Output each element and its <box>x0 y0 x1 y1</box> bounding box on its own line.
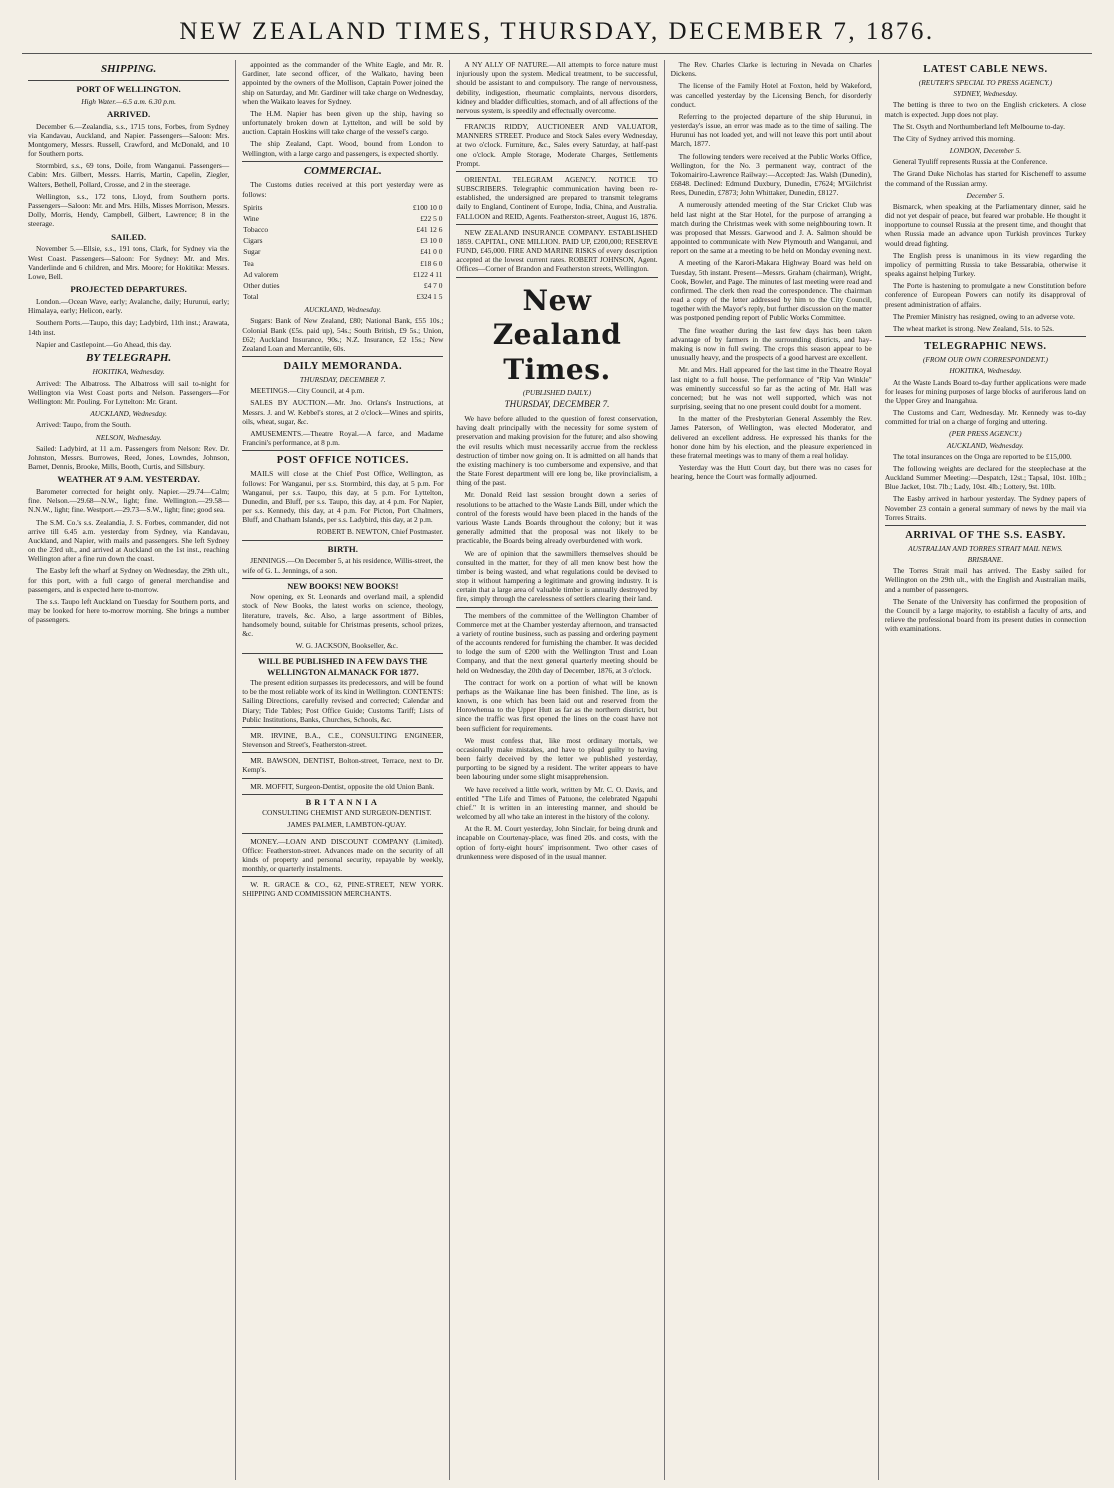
column-shipping <box>22 60 236 1480</box>
duty-amount: £22 5 0 <box>420 213 443 223</box>
duty-name: Cigars <box>243 236 263 246</box>
duty-amount: £41 12 6 <box>416 225 443 235</box>
paragraph: The Customs duties received at this port yesterday were as follows: <box>242 180 444 199</box>
duty-name: Tobacco <box>243 225 269 235</box>
paragraph: W. G. JACKSON, Bookseller, &c. <box>295 641 398 651</box>
advert-heading: WILL BE PUBLISHED IN A FEW DAYS THE WELLINGTON ALMANACK FOR 1877. <box>258 657 428 677</box>
paragraph: The betting is three to two on the English cricketers. A close match is expected. Jupp does not play. <box>884 100 1087 119</box>
paragraph: We have received a little work, written by Mr. C. O. Davis, and entitled "The Life and Times of Patuone, the celebrated Ngapuhi chief." It is written in an interesting manner, and should be welcomed by all who take an interest in the history of the colony. <box>456 784 658 822</box>
paragraph: London.—Ocean Wave, early; Avalanche, daily; Hurunui, early; Himalaya, early; Helicon, early. <box>28 297 230 316</box>
paragraph: Referring to the projected departure of the ship Hurunui, in yesterday's issue, an error was made as to the time of sailing. The Hurunui has not loaded yet, and will not leave this port until about March, 1877. <box>670 111 872 149</box>
paragraph: Wellington, s.s., 172 tons, Lloyd, from Southern ports. Passengers—Saloon: Mr. and Mrs. Hills, Misses Morrison, Messrs. Dolly, Morris, Hendy, Campbell, Gilbert, Lawrence; 8 in the steerage. <box>28 191 230 229</box>
paragraph: The wheat market is strong. New Zealand, 51s. to 52s. <box>892 323 1054 333</box>
duty-name: Wine <box>243 213 259 223</box>
subheading: SAILED. <box>111 231 147 242</box>
rule <box>242 356 443 357</box>
rule <box>456 224 657 225</box>
paragraph: appointed as the commander of the White Eagle, and Mr. R. Gardiner, late second officer, of the Walkato, having been appointed by the owners of the Mollison, Captain Power joined the ship on Saturday, and Mr. Gardiner will take charge on Wednesday, when the Waikato leaves for Sydney. <box>242 60 444 106</box>
dateline: AUCKLAND, Wednesday. <box>90 409 167 419</box>
published-note: (PUBLISHED DAILY.) <box>522 387 592 397</box>
paragraph: Sailed: Ladybird, at 11 a.m. Passengers from Nelson: Rev. Dr. Johnston, Messrs. Burrowes, Reed, Jones, Lowndes, Johnson, Barnet, Dennis, Brooke, Mills, Booth, Curtis, and Sillsbury. <box>28 443 230 472</box>
rule <box>456 607 657 608</box>
source-note: (PER PRESS AGENCY.) <box>949 429 1022 439</box>
paragraph: The Rev. Charles Clarke is lecturing in Nevada on Charles Dickens. <box>670 60 872 79</box>
paragraph: The City of Sydney arrived this morning. <box>892 133 1015 143</box>
subheading: ARRIVED. <box>106 108 151 119</box>
duty-name: Tea <box>243 258 254 268</box>
editorial-date: THURSDAY, DECEMBER 7. <box>504 398 610 409</box>
paragraph: The Porte is hastening to promulgate a new Constitution before conference of European Powers can notify its disapproval of present administration of affairs. <box>884 281 1087 309</box>
duty-name: Total <box>243 292 259 302</box>
paragraph: We have before alluded to the question of forest conservation, having dealt principally with the necessity for some system of preservation and making provision for the future; and also showing the evil results which must necessarily accrue from the reckless destruction of timber now going on. It is admitted on all hands that the existing machinery is too cumbersome and expensive, and that the State Forest department will ere long be, like provincialism, a thing of the past. <box>456 414 658 488</box>
paragraph: Arrived: Taupo, from the South. <box>36 420 131 430</box>
paragraph: The Torres Strait mail has arrived. The Easby sailed for Wellington on the 29th ult., with the English and Australian mails, and a number of passengers. <box>884 566 1087 594</box>
paragraph: Stormbird, s.s., 69 tons, Doile, from Wanganui. Passengers—Cabin: Mrs. Gilbert, Messrs. Harris, Martin, Capelin, Ziegler, Walters, Bethell, Pollard, Crosse, and 2 in the steerage. <box>28 161 230 189</box>
paragraph: MR. MOFFIT, Surgeon-Dentist, opposite the old Union Bank. <box>250 781 435 791</box>
masthead: NEW ZEALAND TIMES, THURSDAY, DECEMBER 7, 1876. <box>22 0 1092 54</box>
paragraph: Barometer corrected for height only. Napier.—29.74—Calm; fine. Nelson.—29.68—N.W., light; fine. Wellington.—29.58—N.N.W., light; fine. Westport.—29.73—S.W., light; fine; good sea. <box>28 487 230 515</box>
paragraph: The St. Osyth and Northumberland left Melbourne to-day. <box>892 121 1065 131</box>
paragraph: FRANCIS RIDDY, AUCTIONEER AND VALUATOR, MANNERS STREET. Produce and Stock Sales every Wednesday, at two o'clock. Furniture, &c., Sales every Saturday, at half-past one o'clock. Ample Storage, Moderate Charges, Settlements Prompt. <box>456 122 658 168</box>
paragraph: The H.M. Napier has been given up the ship, having so unfortunately broken down at Lyttelton, and will be sold by auction. Captain Hoskins will take charge of the vessel's cargo. <box>242 108 444 137</box>
column-commercial <box>236 60 450 1480</box>
paragraph: ORIENTAL TELEGRAM AGENCY. NOTICE TO SUBSCRIBERS. Telegraphic communication having been re-established, the undersigned are prepared to transmit telegrams daily to England, Continent of Europe, India, China, and Australia. FALLOON and REID, Agents. Featherston-street, August 16, 1876. <box>456 174 658 221</box>
dateline: BRISBANE. <box>967 555 1004 565</box>
duty-name: Spirits <box>243 202 263 212</box>
paragraph: The Easby arrived in harbour yesterday. The Sydney papers of November 23 contain a general summary of news by the mail via Torres Straits. <box>884 494 1087 522</box>
paragraph: Mr. and Mrs. Hall appeared for the last time in the Theatre Royal last night to a full house. The performance of "Rip Van Winkle" was eminently successful so far as the acting of Mr. Hall was concerned; but he was not well supported, which was not surprising, seeing that no one present could doubt for a moment. <box>670 365 872 412</box>
section-title: LATEST CABLE NEWS. <box>923 64 1048 75</box>
section-title: DAILY MEMORANDA. <box>283 361 403 373</box>
rule <box>456 171 657 172</box>
paragraph: The contract for work on a portion of what will be known perhaps as the Waikanae line has been finished. The line, as is known, is one which has been laid out and reserved from the Horowhenua to the Upper Hutt as far as the northern district, but since the traffic was first opened the lines on the coast have not been sufficient for requirements. <box>456 677 658 733</box>
duty-row <box>242 213 443 224</box>
paragraph: At the Waste Lands Board to-day further applications were made for leases for mining purposes of large blocks of auriferous land on the Upper Grey and Inangahua. <box>884 377 1087 405</box>
customs-duties-table <box>242 202 443 303</box>
rule <box>456 277 657 278</box>
dateline: AUCKLAND, Wednesday. <box>947 440 1024 450</box>
rule <box>242 161 443 162</box>
paragraph: JENNINGS.—On December 5, at his residence, Willis-street, the wife of G. L. Jennings, of a son. <box>242 556 444 575</box>
rule <box>456 118 657 119</box>
section-title: POST OFFICE NOTICES. <box>276 455 409 467</box>
paragraph: Bismarck, when speaking at the Parliamentary dinner, said he did not yet despair of peace, but feared war probable. He thought it inopportune to counsel Russia at the present time, and thought that when Russia made an advance upon Turkish provinces Turkey would dread fighting. <box>884 201 1087 248</box>
paragraph: The Grand Duke Nicholas has started for Kischeneff to assume the command of the Russian army. <box>884 169 1087 188</box>
duty-name: Sugar <box>243 247 261 257</box>
paragraph: The Customs and Carr, Wednesday. Mr. Kennedy was to-day committed for trial on a charge of forging and uttering. <box>884 408 1087 427</box>
duty-amount: £122 4 11 <box>413 269 443 279</box>
paragraph: Yesterday was the Hutt Court day, but there was no cases for hearing, hence the Court was formally adjourned. <box>670 463 872 482</box>
dateline: NELSON, Wednesday. <box>95 432 162 442</box>
duty-amount: £18 6 0 <box>420 258 443 268</box>
paragraph: We are of opinion that the sawmillers themselves should be consulted in the matter, for they of all men know best how the timber is being wasted, and what regulations could be devised to stop it without hampering a legitimate and growing industry. It is certain that a large area of valuable timber is annually destroyed by fire, simply through the carelessness of settlers clearing their land. <box>456 548 658 604</box>
duty-row <box>242 224 443 235</box>
paragraph: A numerously attended meeting of the Star Cricket Club was held last night at the Star Hotel, for the purpose of arranging a match during the Christmas week with some neighbouring town. It was proposed that Messrs. Garwood and J. A. Salmon should be appointed to communicate with New Plymouth and Wanganui, and report on the same at a meeting to be held on Monday evening next. <box>670 200 872 256</box>
newspaper-nameplate: New Zealand Times. <box>492 283 622 387</box>
paragraph: MR. IRVINE, B.A., C.E., CONSULTING ENGINEER, Stevenson and Street's, Featherston-street. <box>242 730 444 750</box>
paragraph: The following tenders were received at the Public Works Office, Wellington, for the No. 3 permanent way, contract of the Tokomairiro-Lawrence Railway:—Accepted: Jas. Walsh (Dunedin), £6848. Declined: Edmund Duxbury, Dunedin, £7624; M'Gilchrist Rees, Dunedin, £7873; John Whittaker, Dunedin, £8127. <box>670 151 872 198</box>
paragraph: We must confess that, like most ordinary mortals, we occasionally make mistakes, and have to plead guilty to having been fairly deceived by the letter we published yesterday, purporting to be signed by a resident. The writer appears to have been labouring under some slight misapprehension. <box>456 735 658 782</box>
paragraph: The total insurances on the Onga are reported to be £15,000. <box>892 451 1072 461</box>
paragraph: Napier and Castlepoint.—Go Ahead, this day. <box>36 339 172 349</box>
duty-amount: £3 10 0 <box>420 236 443 246</box>
duty-row <box>242 291 443 302</box>
rule <box>242 653 443 654</box>
paragraph: A NY ALLY OF NATURE.—All attempts to force nature must injuriously upon the system. Medical treatment, to be successful, should be assistant to and compulsory. The range of nervousness, debility, indigestion, rheumatic complaints, nervous disorders, kidney and bladder difficulties, stomach, and of all affections of the nervous system, is speedily and effectually overcome. <box>456 60 658 115</box>
paragraph: Arrived: The Albatross. The Albatross will sail to-night for Wellington via West Coast ports and Nelson. Passengers—For Wellington: Mr. Pouling. For Lyttelton: Mr. Grant. <box>28 378 230 406</box>
column-cable-news <box>879 60 1092 1480</box>
paragraph: The fine weather during the last few days has been taken advantage of by farmers in the surrounding districts, and hay-making is now in full swing. The crops this season appear to be unusually heavy, and the prospects of a good harvest are excellent. <box>670 325 872 363</box>
rule <box>28 80 229 81</box>
paragraph: The members of the committee of the Wellington Chamber of Commerce met at the Chamber yesterday afternoon, and transacted a variety of routine business, such as passing and ordering payment of the accounts rendered for furnishing the chamber. It was decided to lodge the sum of £200 with the Wellington Trust and Loan Company, and that the next general quarterly meeting should be held on Wednesday, the 20th day of December, 1876, at 3 o'clock. <box>456 610 658 675</box>
dateline: HOKITIKA, Wednesday. <box>92 367 165 377</box>
duty-row <box>242 258 443 269</box>
paragraph: NEW ZEALAND INSURANCE COMPANY. ESTABLISHED 1859. CAPITAL, ONE MILLION. PAID UP, £200,000; RESERVE FUND, £45,000. FIRE AND MARINE RISKS of every description accepted at the lowest current rates. ROBERT JOHNSON, Agent. Offices—Corner of Brandon and Featherston streets, Wellington. <box>456 227 658 274</box>
paragraph: The English press is unanimous in its view regarding the impolicy of permitting Russia to take Bessarabia, otherwise it speaks against helping Turkey. <box>884 250 1087 279</box>
rule <box>242 752 443 753</box>
section-subtitle: AUSTRALIAN AND TORRES STRAIT MAIL NEWS. <box>908 543 1063 553</box>
paragraph: CONSULTING CHEMIST AND SURGEON-DENTIST. <box>262 808 432 818</box>
column-local-news <box>665 60 879 1480</box>
subheading: PROJECTED DEPARTURES. <box>70 284 187 295</box>
source-note: (FROM OUR OWN CORRESPONDENT.) <box>922 355 1048 365</box>
subheading: BIRTH. <box>327 543 358 554</box>
paragraph: MAILS will close at the Chief Post Office, Wellington, as follows: For Wanganui, per s.s. Stormbird, this day, at 5 p.m. For Wanganui, per s.s. Taupo, this day, at 5 p.m. For Lyttelton, Dunedin, and Bluff, per s.s. Taupo, this day, at 4 p.m. For Napier, per s.s. Kennedy, this day, at 4 p.m. For Picton, Port Chalmers, Bluff, and Chatham Islands, per s.s. Ladybird, this day, at 2 p.m. <box>242 469 444 525</box>
columns <box>22 60 1092 1480</box>
duty-row <box>242 235 443 246</box>
rule <box>242 578 443 579</box>
rule <box>242 876 443 877</box>
paragraph: A meeting of the Karori-Makara Highway Board was held on Tuesday, 5th instant. Present—Messrs. Graham (chairman), Wright, Cook, Bowler, and Page. The minutes of last meeting were read and confirmed. The clerk then read the correspondence. The chairman read a copy of the letter addressed by him to the City Council, together with the Mayor's reply, but further discussion on the matter was postponed pending report of Public Works Committee. <box>670 258 872 323</box>
paragraph: General Tyuliff represents Russia at the Conference. <box>892 157 1048 167</box>
paragraph: The following weights are declared for the steeplechase at the Auckland Summer Meeting:—Despatch, 12st.; Tapsal, 10st. 10lb.; Blue Jacket, 10st. 7lb.; Lady, 10st. 4lb.; Lottery, 9st. 10lb. <box>884 463 1087 492</box>
rule <box>885 525 1086 526</box>
section-title: COMMERCIAL. <box>303 164 382 177</box>
rule <box>242 540 443 541</box>
section-title: TELEGRAPHIC NEWS. <box>924 341 1047 353</box>
duty-row <box>242 246 443 257</box>
dateline: LONDON, December 5. <box>949 146 1022 156</box>
duty-name: Ad valorem <box>243 269 279 279</box>
paragraph: December 6.—Zealandia, s.s., 1715 tons, Forbes, from Sydney via Kandavau, Auckland, and Napier. Passengers—Saloon: Mrs. Montgomery, Messrs. Russell, Crawford, and McDonald, and 10 for Southern ports. <box>28 121 230 159</box>
duty-row <box>242 280 443 291</box>
column-editorial <box>450 60 664 1480</box>
paragraph: SALES BY AUCTION.—Mr. Jno. Orlans's Instructions, at Messrs. J. and W. Kebbel's stores, at 2 o'clock—Wines and spirits, oils, wheat, sugar, &c. <box>242 398 444 426</box>
advert-heading: BRITANNIA <box>305 797 380 807</box>
advert-heading: NEW BOOKS! NEW BOOKS! <box>287 581 399 591</box>
dateline: HOKITIKA, Wednesday. <box>949 366 1022 376</box>
duty-name: Other duties <box>243 280 280 290</box>
paragraph: In the matter of the Presbyterian General Assembly the Rev. James Paterson, of Wellington, was elected Moderator, and delivered an excellent address. He expressed his thanks for the honor done him by his election, and the pleasure experienced in these fraternal meetings was to many of them a real holiday. <box>670 414 872 460</box>
paragraph: The s.s. Taupo left Auckland on Tuesday for Southern ports, and may be looked for here to-morrow morning. She brings a number of passengers. <box>28 597 230 625</box>
paragraph: The Premier Ministry has resigned, owing to an adverse vote. <box>892 311 1075 321</box>
section-title: SHIPPING. <box>100 63 157 75</box>
paragraph: Now opening, ex St. Leonards and overland mail, a splendid stock of New Books, the latest works on science, theology, literature, travels, &c. Also, a large assortment of Bibles, handsomely bound, suitable for Christmas presents, school prizes, &c. <box>242 592 444 638</box>
paragraph: Southern Ports.—Taupo, this day; Ladybird, 11th inst.; Arawata, 14th inst. <box>28 318 230 337</box>
paragraph: MEETINGS.—City Council, at 4 p.m. <box>250 386 365 396</box>
duty-amount: £4 7 0 <box>423 280 443 290</box>
duty-amount: £100 10 0 <box>412 202 443 212</box>
duty-amount: £324 1 5 <box>416 292 443 302</box>
dateline: SYDNEY, Wednesday. <box>953 89 1018 99</box>
subheading: BY TELEGRAPH. <box>86 351 172 364</box>
duty-row <box>242 269 443 280</box>
subheading: PORT OF WELLINGTON. <box>76 83 181 94</box>
subheading: WEATHER AT 9 A.M. YESTERDAY. <box>57 474 200 485</box>
section-title: ARRIVAL OF THE S.S. EASBY. <box>905 529 1066 541</box>
source-note: (REUTER'S SPECIAL TO PRESS AGENCY.) <box>918 78 1053 88</box>
paragraph: The present edition surpasses its predecessors, and will be found to be the most reliable work of its kind in Wellington. CONTENTS: Sailing Directions, carefully revised and corrected; Calendar and Diary; Tide Tables; Post Office Guide; Customs Tariff; Lists of Public Institutions, Banks, Churches, Schools, &c. <box>242 678 444 724</box>
paragraph: The ship Zealand, Capt. Wood, bound from London to Wellington, with a large cargo and passengers, is expected shortly. <box>242 139 444 158</box>
paragraph: AMUSEMENTS.—Theatre Royal.—A farce, and Madame Francini's performance, at 8 p.m. <box>242 428 444 448</box>
paragraph: November 5.—Ellsie, s.s., 191 tons, Clark, for Sydney via the West Coast. Passengers—Saloon: For Sydney: Mr. and Mrs. Vanderlinde and 6 children, and Mrs. Moore; for Hokitika: Messrs. Lowe, Bell. <box>28 244 230 281</box>
paragraph: The S.M. Co.'s s.s. Zealandia, J. S. Forbes, commander, did not arrive till 6.45 a.m. yesterday from Sydney, via Kandavau, Auckland, and Napier, with mails and passengers. She left Sydney on the 23rd ult., and arrived at Auckland on the 1st inst., reaching Wellington after a fine run down the coast. <box>28 517 230 564</box>
paragraph: The Senate of the University has confirmed the proposition of the Council by a large majority, to establish a faculty of arts, and relieve the professional board from its present duties in connection with examinations. <box>884 596 1087 634</box>
dateline: AUCKLAND, Wednesday. <box>304 305 382 315</box>
duty-amount: £41 0 0 <box>420 247 443 257</box>
rule <box>242 727 443 728</box>
paragraph: MONEY.—LOAN AND DISCOUNT COMPANY (Limited). Office: Featherston-street. Advances made on the security of all kinds of property and personal security, repayable by weekly, monthly, or quarterly instalments. <box>242 836 444 874</box>
tide-text: High Water.—6.5 a.m. 6.30 p.m. <box>81 96 176 106</box>
rule <box>242 794 443 795</box>
paragraph: The license of the Family Hotel at Foxton, held by Wakeford, was cancelled yesterday by the Licensing Bench, for disorderly conduct. <box>670 81 872 109</box>
rule <box>242 778 443 779</box>
paragraph: W. R. GRACE & CO., 62, PINE-STREET, NEW YORK. SHIPPING AND COMMISSION MERCHANTS. <box>242 880 444 899</box>
rule <box>242 450 443 451</box>
rule <box>242 833 443 834</box>
paragraph: JAMES PALMER, LAMBTON-QUAY. <box>287 820 407 830</box>
paragraph: At the R. M. Court yesterday, John Sinclair, for being drunk and incapable on Courtenay-place, was fined 20s. and costs, with the option of forty-eight hours' imprisonment. Two other cases of drunkenness were disposed of in the usual manner. <box>456 824 658 861</box>
paragraph: The Easby left the wharf at Sydney on Wednesday, the 29th ult., for this port, with a full cargo of general merchandise and passengers, and is expected here to-morrow. <box>28 566 230 594</box>
paragraph: MR. BAWSON, DENTIST, Bolton-street, Terrace, next to Dr. Kemp's. <box>242 756 444 775</box>
paragraph: Sugars: Bank of New Zealand, £80; National Bank, £55 10s.; Colonial Bank (£5s. paid up), 54s.; South British, £9 5s.; Union, £62; Auckland Insurance, 90s.; N.Z. Insurance, £2 15s.; New Zealand Loan and Mercantile, 60s. <box>242 316 444 353</box>
dateline: THURSDAY, DECEMBER 7. <box>299 375 386 385</box>
rule <box>885 336 1086 337</box>
paragraph: Mr. Donald Reid last session brought down a series of resolutions to be attached to the Waste Lands Bill, under which the control of the forests would have been placed in the hands of the various Waste Lands Boards throughout the colony; but it was generally admitted that the proposal was not likely to be practicable, the Boards being already overburdened with work. <box>456 490 658 546</box>
duty-row <box>242 202 443 213</box>
dateline: December 5. <box>966 190 1005 200</box>
paragraph: ROBERT B. NEWTON, Chief Postmaster. <box>316 527 444 537</box>
